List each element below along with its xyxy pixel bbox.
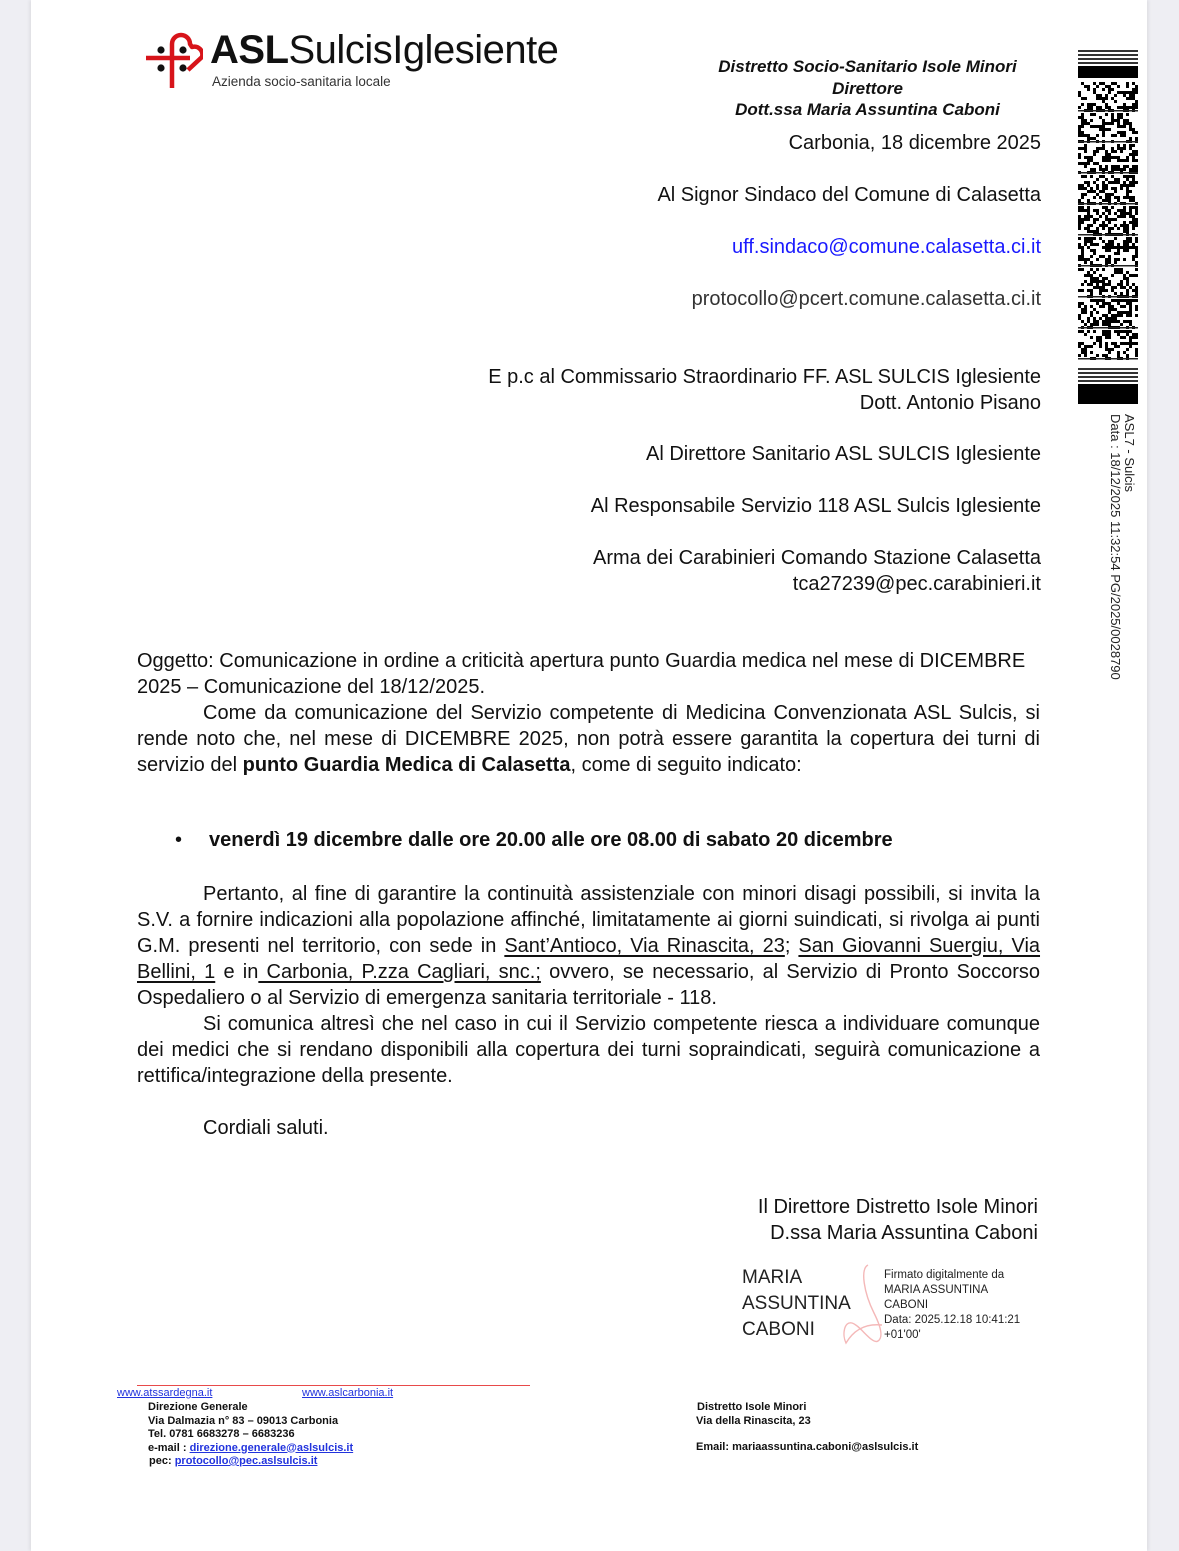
bullet-icon: • — [175, 829, 183, 851]
acrobat-signature-icon — [838, 1263, 886, 1347]
paragraph-2 — [137, 881, 1040, 1011]
letter-body-2 — [137, 881, 1040, 1141]
header-district: Distretto Socio-Sanitario Isole Minori — [718, 57, 1017, 76]
sig-name-line: CABONI — [742, 1319, 815, 1340]
asl-logo-icon — [145, 30, 203, 90]
footer-email-row — [148, 1442, 353, 1456]
subject-line: Oggetto: Comunicazione in ordine a criticità apertura punto Guardia medica nel mese di DICEMBRE 2025 – Comunicazione del 18/12/2025. — [137, 650, 1026, 698]
datamatrix-barcode-icon — [1078, 50, 1138, 404]
para2-and: e in — [215, 961, 259, 983]
closing: Cordiali saluti. — [203, 1117, 329, 1139]
footer-phone: Tel. 0781 6683278 – 6683236 — [148, 1428, 295, 1440]
closure-bullet-item — [175, 829, 893, 852]
para1-after: , come di seguito indicato: — [570, 754, 802, 776]
footer-right-email: Email: mariaassuntina.caboni@aslsulcis.it — [696, 1441, 919, 1453]
logo-subtitle: Azienda socio-sanitaria locale — [212, 74, 391, 89]
logo-brand-rest: SulcisIglesiente — [288, 28, 559, 72]
para1-bold: punto Guardia Medica di Calasetta — [242, 754, 571, 776]
digital-signature-info — [884, 1268, 1020, 1343]
footer-pec-link[interactable]: protocollo@pec.aslsulcis.it — [174, 1455, 318, 1467]
mayor-pec: protocollo@pcert.comune.calasetta.ci.it — [691, 288, 1041, 310]
sig-info-line: +01'00' — [884, 1329, 921, 1341]
recipient-carabinieri: Arma dei Carabinieri Comando Stazione Calasetta — [592, 547, 1041, 569]
protocol-stamp — [1108, 414, 1136, 680]
para2-tail: ovvero, se necessario, al Servizio di Pronto Soccorso Ospedaliero o al Servizio di emergenza sanitaria territoriale - 118. — [137, 961, 1041, 1009]
signature-title: Il Direttore Distretto Isole Minori — [757, 1196, 1038, 1218]
mayor-email-link[interactable]: uff.sindaco@comune.calasetta.ci.it — [732, 236, 1041, 258]
sig-info-line: Data: 2025.12.18 10:41:21 — [884, 1314, 1021, 1326]
digital-signature-name — [742, 1265, 851, 1343]
para2-sep: ; — [784, 935, 799, 957]
header-name: Dott.ssa Maria Assuntina Caboni — [735, 100, 1000, 119]
location-san-giovanni-suergiu: San Giovanni Suergiu, Via Bellini, 1 — [137, 935, 1041, 983]
sig-name-line: ASSUNTINA — [742, 1293, 851, 1314]
location-carbonia: Carbonia, P.zza Cagliari, snc.; — [258, 961, 541, 983]
aslcarbonia-link[interactable]: www.aslcarbonia.it — [302, 1387, 394, 1399]
signature-name: D.ssa Maria Assuntina Caboni — [770, 1222, 1038, 1244]
footer-right-office: Distretto Isole Minori — [697, 1401, 807, 1413]
footer-email-link[interactable]: direzione.generale@aslsulcis.it — [189, 1441, 354, 1454]
footer-office: Direzione Generale — [148, 1401, 248, 1413]
footer-right-address: Via della Rinascita, 23 — [696, 1414, 811, 1427]
footer-email-label: e-mail : — [148, 1441, 190, 1454]
para2-text: Pertanto, al fine di garantire la continuità assistenziale con minori disagi possibili, si invita la S.V. a fornire indicazioni alla popolazione affinché, limitatamente ai giorni suindicati, si rivolga ai punti G.M. presenti nel territorio, con sede in — [137, 883, 1040, 957]
sig-info-line: Firmato digitalmente da — [884, 1269, 1005, 1281]
place-date: Carbonia, 18 dicembre 2025 — [788, 132, 1041, 154]
para1-text: Come da comunicazione del Servizio competente di Medicina Convenzionata ASL Sulcis, si rende noto che, nel mese di DICEMBRE 2025, non potrà essere garantita la copertura dei turni di servizio del — [137, 702, 1040, 776]
header-role: Direttore — [832, 79, 903, 98]
atssardegna-link[interactable]: www.atssardegna.it — [117, 1387, 213, 1399]
bullet-text: venerdì 19 dicembre dalle ore 20.00 alle ore 08.00 di sabato 20 dicembre — [209, 829, 893, 851]
letter-body — [137, 648, 1040, 778]
protocol-stamp-line1: ASL7 - Sulcis — [1122, 414, 1137, 493]
footer-address: Via Dalmazia n° 83 – 09013 Carbonia — [148, 1414, 339, 1427]
location-santantioco: Sant’Antioco, Via Rinascita, 23 — [504, 935, 785, 957]
carabinieri-email: tca27239@pec.carabinieri.it — [792, 573, 1041, 595]
cc-commissioner: E p.c al Commissario Straordinario FF. ASL SULCIS Iglesiente — [488, 366, 1041, 388]
footer-divider — [137, 1385, 530, 1386]
paragraph-1 — [137, 700, 1040, 778]
cc-commissioner-name: Dott. Antonio Pisano — [859, 392, 1041, 414]
footer-right — [697, 1401, 918, 1455]
recipient-health-director: Al Direttore Sanitario ASL SULCIS Iglesiente — [645, 443, 1041, 465]
logo-brand-bold: ASL — [210, 28, 289, 72]
sig-name-line: MARIA — [742, 1267, 803, 1288]
footer-pec-row — [148, 1455, 353, 1469]
protocol-stamp-line2: Data : 18/12/2025 11:32:54 PG/2025/0028790 — [1108, 414, 1123, 680]
recipient-mayor: Al Signor Sindaco del Comune di Calasetta — [657, 184, 1041, 206]
footer-left — [148, 1401, 353, 1469]
paragraph-3: Si comunica altresì che nel caso in cui il Servizio competente riesca a individuare comunque dei medici che si rendano disponibili alla copertura dei turni sopraindicati, seguirà comunicazione a rettifica/integrazione della presente. — [137, 1013, 1040, 1087]
sig-info-line: CABONI — [884, 1299, 929, 1311]
sig-info-line: MARIA ASSUNTINA — [884, 1284, 989, 1296]
footer-pec-label: pec: — [149, 1455, 175, 1467]
logo-wordmark — [210, 28, 558, 72]
recipient-118: Al Responsabile Servizio 118 ASL Sulcis Iglesiente — [590, 495, 1041, 517]
